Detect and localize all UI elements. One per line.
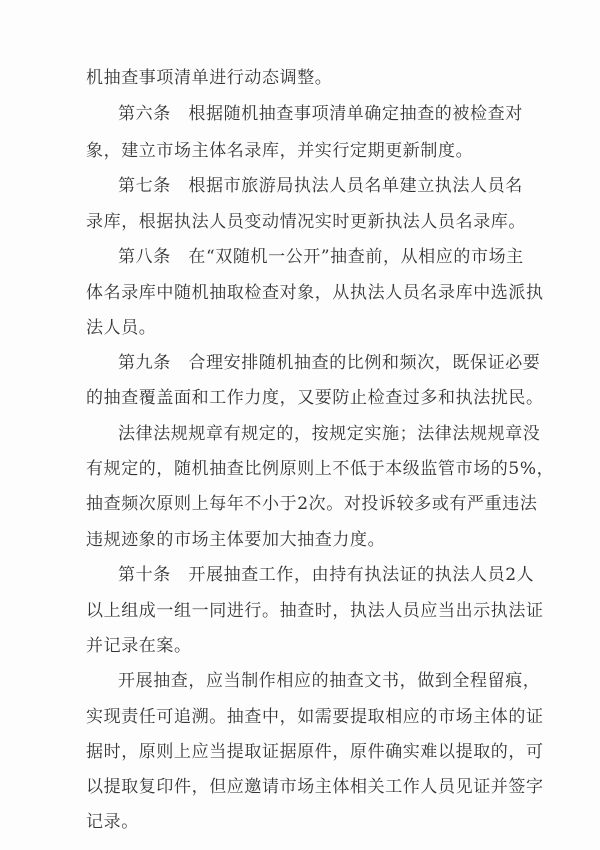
text-line: 违规迹象的市场主体要加大抽查力度。	[86, 530, 386, 550]
text-line: 第六条 根据随机抽查事项清单确定抽查的被检查对	[118, 104, 523, 124]
text-line: 第十条 开展抽查工作，由持有执法证的执法人员2人	[118, 565, 535, 585]
text-line: 法人员。	[86, 318, 157, 338]
text-line: 象，建立市场主体名录库，并实行定期更新制度。	[86, 141, 474, 161]
text-line: 录库，根据执法人员变动情况实时更新执法人员名录库。	[86, 212, 526, 232]
text-line: 据时，原则上应当提取证据原件，原件确实难以提取的，可	[86, 742, 544, 762]
text-line: 法律法规规章有规定的，按规定实施；法律法规规章没	[118, 424, 541, 444]
text-line: 第八条 在“双随机一公开”抽查前，从相应的市场主	[118, 247, 524, 267]
text-line: 抽查频次原则上每年不小于2次。对投诉较多或有严重违法	[86, 494, 538, 514]
text-line: 第九条 合理安排随机抽查的比例和频次，既保证必要	[118, 353, 541, 373]
text-line: 实现责任可追溯。抽查中，如需要提取相应的市场主体的证	[86, 707, 544, 727]
text-line: 第七条 根据市旅游局执法人员名单建立执法人员名	[118, 176, 523, 196]
text-line: 并记录在案。	[86, 636, 192, 656]
text-line: 有规定的，随机抽查比例原则上不低于本级监管市场的5%，	[86, 459, 555, 479]
text-line: 开展抽查，应当制作相应的抽查文书，做到全程留痕，	[118, 671, 541, 691]
text-line: 以提取复印件，但应邀请市场主体相关工作人员见证并签字	[86, 777, 544, 797]
text-line: 记录。	[86, 812, 139, 832]
text-line: 的抽查覆盖面和工作力度，又要防止检查过多和执法扰民。	[86, 388, 544, 408]
text-line: 体名录库中随机抽取检查对象，从执法人员名录库中选派执	[86, 283, 544, 303]
text-line: 机抽查事项清单进行动态调整。	[86, 68, 333, 88]
text-line: 以上组成一组一同进行。抽查时，执法人员应当出示执法证	[86, 601, 544, 621]
